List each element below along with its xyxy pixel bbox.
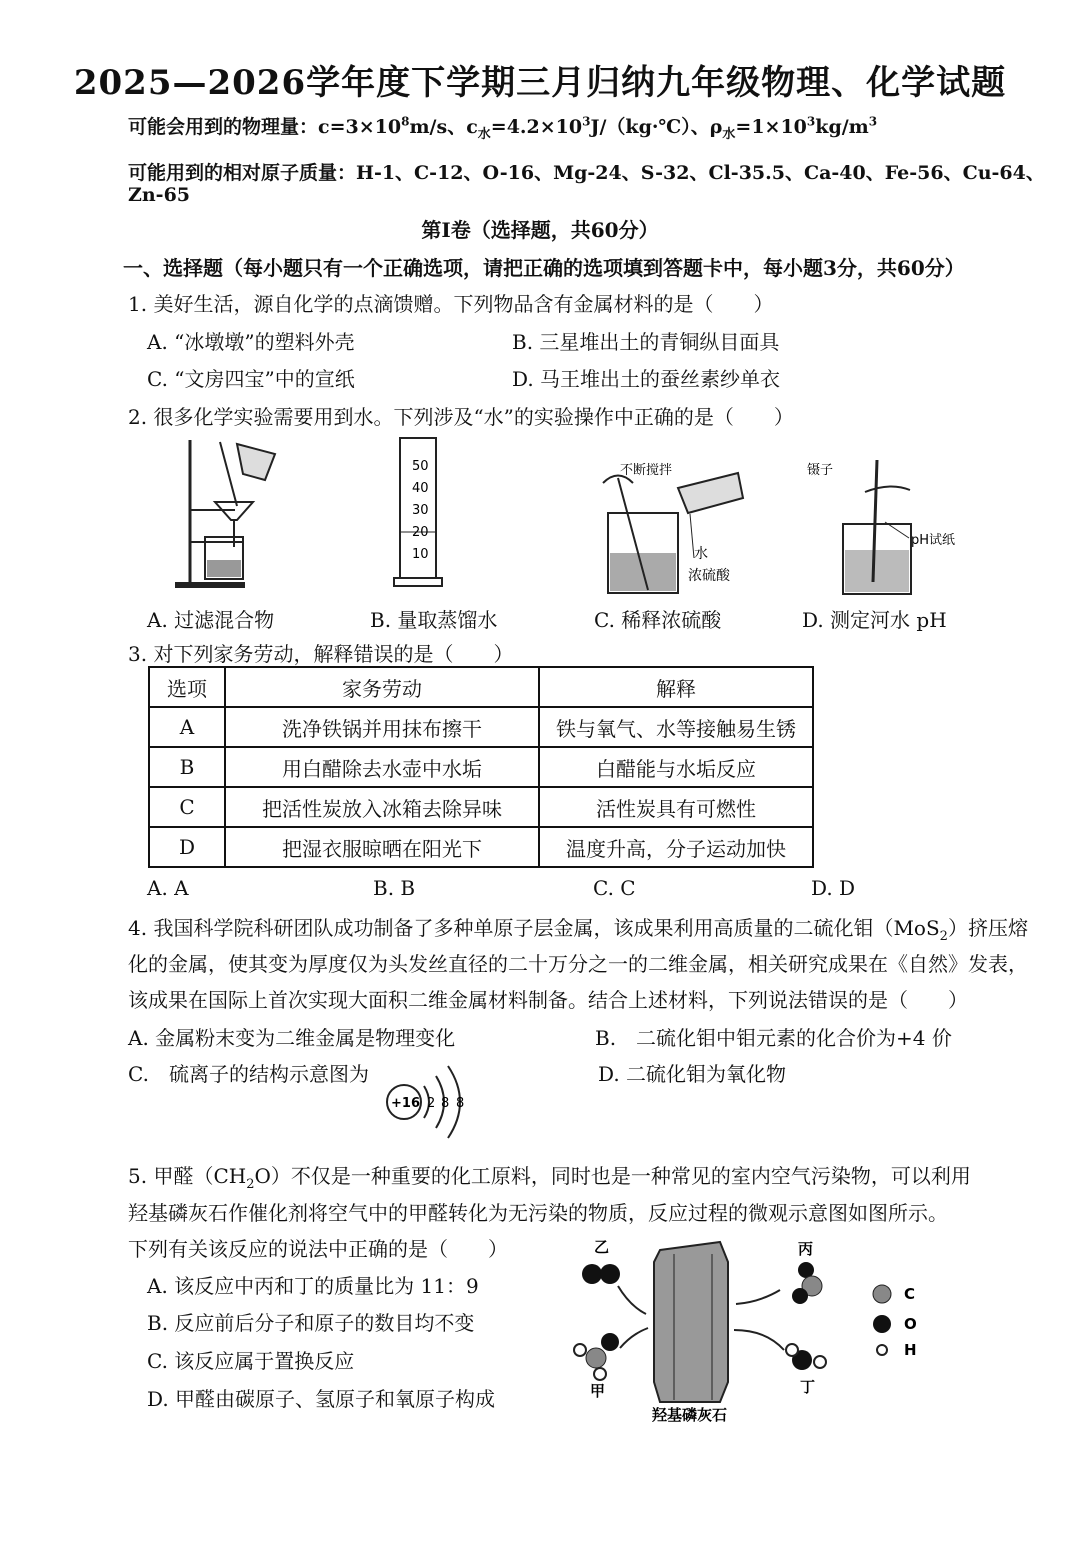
oxygen-atom [600, 1264, 620, 1284]
hydrogen-atom [594, 1368, 606, 1380]
label-bing: 丙 [798, 1240, 814, 1258]
q1-option-b: B. 三星堆出土的青铜纵目面具 [512, 330, 780, 354]
page-title: 2025—2026学年度下学期三月归纳九年级物理、化学试题 [73, 63, 1007, 103]
water-label: 水 [694, 546, 708, 562]
filtration-apparatus-figure [165, 432, 295, 592]
table-row [149, 747, 813, 787]
table-cell: D [149, 827, 225, 867]
q3-option-a: A. A [147, 876, 189, 900]
legend-hydrogen-icon [877, 1345, 887, 1355]
q5-option-d: D. 甲醛由碳原子、氢原子和氧原子构成 [147, 1387, 496, 1411]
q3-option-c: C. C [593, 876, 636, 900]
tick-label-40: 40 [412, 481, 429, 496]
hydrogen-atom [786, 1344, 798, 1356]
table-cell: 把湿衣服晾晒在阳光下 [225, 827, 539, 867]
q2-option-b: B. 量取蒸馏水 [370, 608, 498, 632]
table-cell: B [149, 747, 225, 787]
stir-label: 不断搅拌 [620, 463, 673, 478]
legend-carbon-icon [873, 1285, 891, 1303]
legend-oxygen-icon [873, 1315, 891, 1333]
q4-option-a: A. 金属粉末变为二维金属是物理变化 [128, 1026, 456, 1050]
atomic-masses-line1: 可能用到的相对原子质量：H-1、C-12、O-16、Mg-24、S-32、Cl-35.5、Ca-40、Fe-56、Cu-64、 [128, 162, 1045, 184]
carbon-atom [586, 1348, 606, 1368]
q5-line3: 下列有关该反应的说法中正确的是（ ） [128, 1237, 508, 1261]
legend-oxygen-label: O [904, 1315, 917, 1333]
table-cell: 活性炭具有可燃性 [539, 787, 813, 827]
q1-option-a: A. “冰墩墩”的塑料外壳 [147, 330, 355, 354]
table-cell: 洗净铁锅并用抹布擦干 [225, 707, 539, 747]
dilution-figure [598, 458, 778, 598]
q5-option-c: C. 该反应属于置换反应 [147, 1349, 355, 1373]
q2-option-d: D. 测定河水 pH [802, 608, 947, 632]
q4-option-c: C. 硫离子的结构示意图为 [128, 1062, 369, 1086]
section-heading: 第Ⅰ卷（选择题，共60分） [421, 218, 659, 242]
q1-stem: 1. 美好生活，源自化学的点滴馈赠。下列物品含有金属材料的是（ ） [128, 292, 774, 316]
tweezers-label: 镊子 [807, 463, 834, 478]
tick-label-30: 30 [412, 503, 429, 518]
q2-option-c: C. 稀释浓硫酸 [594, 608, 722, 632]
q3-option-b: B. B [373, 876, 416, 900]
sulfide-ion-structure-diagram [380, 1058, 480, 1144]
table-row [149, 787, 813, 827]
legend-hydrogen-label: H [904, 1341, 917, 1359]
q3-table [148, 666, 814, 868]
physics-constants: 可能会用到的物理量：$c=3\times 10^8m/s$、$c_水=4.2\times 10^3J/(kg\cdot℃)$、$\rho_水=1\times 10^3kg/m^3$ [128, 114, 878, 142]
table-cell: C [149, 787, 225, 827]
table-cell: 把活性炭放入冰箱去除异味 [225, 787, 539, 827]
atomic-masses-line2: Zn-65 [128, 184, 191, 206]
arrow-icon [618, 1286, 646, 1314]
q1-option-d: D. 马王堆出土的蚕丝素纱单衣 [512, 367, 781, 391]
q1-option-c: C. “文房四宝”中的宣纸 [147, 367, 355, 391]
shell-electron-count: 8 [441, 1096, 450, 1111]
shell-electron-count: 2 [427, 1096, 436, 1111]
tick-label-20: 20 [412, 525, 429, 540]
table-cell: A [149, 707, 225, 747]
oxygen-atom [792, 1288, 808, 1304]
oxygen-atom [601, 1333, 619, 1351]
tick-label-10: 10 [412, 547, 429, 562]
header-cell-explanation: 解释 [539, 667, 813, 707]
q4-line2: 化的金属，使其变为厚度仅为头发丝直径的二十万分之一的二维金属，相关研究成果在《自然》发表， [128, 952, 1028, 976]
table-cell: 用白醋除去水壶中水垢 [225, 747, 539, 787]
legend-carbon-label: C [904, 1285, 916, 1303]
q2-option-a: A. 过滤混合物 [147, 608, 275, 632]
hydrogen-atom [814, 1356, 826, 1368]
q5-line1: 5. 甲醛$(CH_2O)$不仅是一种重要的化工原料，同时也是一种常见的室内空气污染物，可以利用 [128, 1164, 971, 1192]
table-cell: 铁与氧气、水等接触易生锈 [539, 707, 813, 747]
q3-option-d: D. D [811, 876, 856, 900]
graduated-cylinder-figure [378, 432, 458, 592]
table-header-row [149, 667, 813, 707]
label-ding: 丁 [800, 1378, 816, 1396]
q5-option-b: B. 反应前后分子和原子的数目均不变 [147, 1311, 475, 1335]
q4-line3: 该成果在国际上首次实现大面积二维金属材料制备。结合上述材料，下列说法错误的是（ ） [128, 988, 968, 1012]
table-row [149, 827, 813, 867]
header-cell-option: 选项 [149, 667, 225, 707]
part-heading: 一、选择题（每小题只有一个正确选项，请把正确的选项填到答题卡中，每小题3分，共60分） [123, 256, 965, 280]
q5-line2: 羟基磷灰石作催化剂将空气中的甲醛转化为无污染的物质，反应过程的微观示意图如图所示。 [128, 1201, 948, 1225]
q4-line1: 4. 我国科学院科研团队成功制备了多种单原子层金属，该成果利用高质量的二硫化钼（MoS$_2$）挤压熔 [128, 916, 1028, 944]
oxygen-atom [582, 1264, 602, 1284]
q3-stem: 3. 对下列家务劳动，解释错误的是（ ） [128, 642, 514, 666]
formaldehyde-reaction-diagram [570, 1232, 950, 1422]
shell-electron-count: 8 [456, 1096, 465, 1111]
label-yi: 乙 [594, 1238, 610, 1256]
tick-label-50: 50 [412, 459, 429, 474]
table-cell: 白醋能与水垢反应 [539, 747, 813, 787]
hydrogen-atom [574, 1344, 586, 1356]
label-jia: 甲 [590, 1382, 606, 1400]
ph-test-figure [805, 452, 980, 597]
header-cell-chore: 家务劳动 [225, 667, 539, 707]
arrow-icon [620, 1328, 648, 1348]
catalyst-label: 羟基磷灰石 [652, 1406, 728, 1422]
arrow-icon [736, 1290, 780, 1304]
ph-paper-label: pH试纸 [911, 533, 956, 548]
q4-option-b: B. 二硫化钼中钼元素的化合价为+4 价 [595, 1026, 952, 1050]
q4-option-d: D. 二硫化钼为氧化物 [598, 1062, 787, 1086]
table-cell: 温度升高，分子运动加快 [539, 827, 813, 867]
sulfuric-acid-label: 浓硫酸 [688, 568, 730, 584]
catalyst-crystal [654, 1242, 728, 1402]
q5-option-a: A. 该反应中丙和丁的质量比为 11：9 [147, 1274, 479, 1298]
table-row [149, 707, 813, 747]
arrow-icon [734, 1330, 784, 1350]
q2-stem: 2. 很多化学实验需要用到水。下列涉及“水”的实验操作中正确的是（ ） [128, 405, 794, 429]
nucleus-charge: +16 [391, 1096, 420, 1111]
